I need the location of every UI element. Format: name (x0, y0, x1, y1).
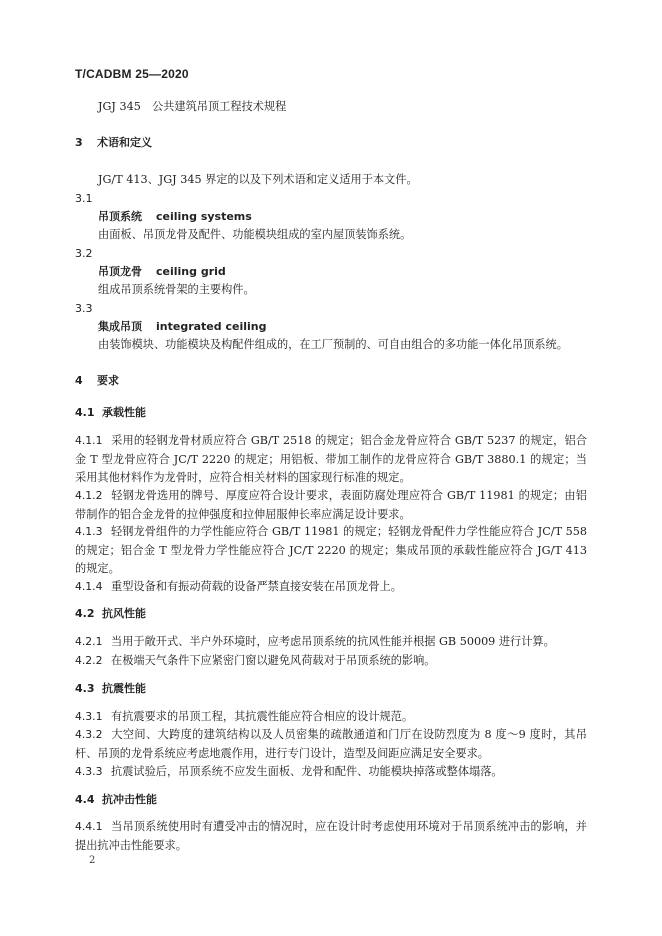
page-number: 2 (89, 855, 96, 866)
clause-4-1-3 (75, 523, 587, 579)
clause-4-1-1 (75, 432, 587, 488)
section-3-heading (75, 135, 152, 151)
subsection-title: 抗冲击性能 (102, 793, 157, 806)
section-number: 4 (75, 374, 83, 387)
clause-number: 4.3.2 (75, 728, 103, 741)
clause-4-3-3 (75, 763, 587, 782)
clause-4-3-2 (75, 726, 587, 763)
term-zh: 吊顶龙骨 (98, 265, 142, 278)
clause-text: 有抗震要求的吊顶工程，其抗震性能应符合相应的设计规范。 (111, 710, 414, 723)
section-title: 术语和定义 (97, 136, 152, 149)
term-title (98, 264, 226, 280)
document-code: T/CADBM 25—2020 (75, 67, 189, 81)
subsection-number: 4.3 (75, 682, 95, 695)
subsection-heading (75, 792, 157, 808)
term-zh: 吊顶系统 (98, 210, 142, 223)
subsection-heading (75, 405, 146, 421)
clause-text: 采用的轻钢龙骨材质应符合 GB/T 2518 的规定；铝合金龙骨应符合 GB/T 5237 的规定，铝合金 T 型龙骨应符合 JC/T 2220 的规定；用铝板、带加工制作的龙骨应符合 GB/T 3880.1 的规定；当采用其他材料作为龙骨时，应符合相关材料的国家现行标准的规定。 (75, 434, 587, 484)
clause-number: 4.1.4 (75, 580, 103, 593)
term-en: ceiling grid (156, 265, 226, 278)
term-definition: 由装饰模块、功能模块及构配件组成的，在工厂预制的、可自由组合的多功能一体化吊顶系统。 (98, 338, 568, 351)
term-number: 3.3 (75, 302, 93, 315)
clause-4-1-4 (75, 578, 587, 597)
term-title (98, 209, 252, 225)
section-3-intro: JG/T 413、JGJ 345 界定的以及下列术语和定义适用于本文件。 (98, 173, 418, 186)
clause-number: 4.3.3 (75, 765, 103, 778)
clause-text: 大空间、大跨度的建筑结构以及人员密集的疏散通道和门厅在设防烈度为 8 度～9 度时，其吊杆、吊顶的龙骨系统应考虑地震作用，进行专门设计，造型及间距应满足安全要求。 (75, 728, 587, 760)
clause-4-2-1 (75, 633, 587, 652)
clause-text: 轻钢龙骨组件的力学性能应符合 GB/T 11981 的规定；轻钢龙骨配件力学性能应符合 JC/T 558 的规定；铝合金 T 型龙骨力学性能应符合 JC/T 2220 的规定；集成吊顶的承载性能应符合 JG/T 413 的规定。 (75, 525, 587, 575)
clause-number: 4.1.2 (75, 489, 103, 502)
subsection-number: 4.2 (75, 607, 95, 620)
clause-number: 4.3.1 (75, 710, 103, 723)
term-en: ceiling systems (156, 210, 252, 223)
clause-text: 当用于敞开式、半户外环境时，应考虑吊顶系统的抗风性能并根据 GB 50009 进行计算。 (111, 635, 555, 648)
clause-4-1-2 (75, 487, 587, 524)
term-definition: 组成吊顶系统骨架的主要构件。 (98, 283, 255, 296)
subsection-title: 承载性能 (102, 406, 146, 419)
subsection-heading (75, 681, 146, 697)
clause-text: 轻钢龙骨选用的牌号、厚度应符合设计要求，表面防腐处理应符合 GB/T 11981 的规定；由铝带制作的铝合金龙骨的拉伸强度和拉伸屈服伸长率应满足设计要求。 (75, 489, 587, 521)
clause-number: 4.1.3 (75, 525, 103, 538)
subsection-heading (75, 606, 146, 622)
term-definition: 由面板、吊顶龙骨及配件、功能模块组成的室内屋顶装饰系统。 (98, 228, 412, 241)
clause-number: 4.1.1 (75, 434, 103, 447)
clause-text: 在极端天气条件下应紧密门窗以避免风荷载对于吊顶系统的影响。 (111, 654, 436, 667)
term-number: 3.2 (75, 247, 93, 260)
clause-number: 4.2.1 (75, 635, 103, 648)
subsection-number: 4.1 (75, 406, 95, 419)
normative-reference: JGJ 345 公共建筑吊顶工程技术规程 (98, 100, 287, 113)
term-number: 3.1 (75, 192, 93, 205)
clause-number: 4.2.2 (75, 654, 103, 667)
term-zh: 集成吊顶 (98, 320, 142, 333)
clause-text: 重型设备和有振动荷载的设备严禁直接安装在吊顶龙骨上。 (111, 580, 402, 593)
clause-text: 当吊顶系统使用时有遭受冲击的情况时，应在设计时考虑使用环境对于吊顶系统冲击的影响，并提出抗冲击性能要求。 (75, 820, 587, 852)
subsection-number: 4.4 (75, 793, 95, 806)
clause-number: 4.4.1 (75, 820, 103, 833)
section-number: 3 (75, 136, 83, 149)
clause-4-3-1 (75, 708, 587, 727)
clause-4-2-2 (75, 652, 587, 671)
section-4-heading (75, 373, 119, 389)
clause-text: 抗震试验后，吊顶系统不应发生面板、龙骨和配件、功能模块掉落或整体塌落。 (111, 765, 503, 778)
term-en: integrated ceiling (156, 320, 267, 333)
subsection-title: 抗风性能 (102, 607, 146, 620)
clause-4-4-1 (75, 818, 587, 855)
section-title: 要求 (97, 374, 119, 387)
term-title (98, 319, 266, 335)
subsection-title: 抗震性能 (102, 682, 146, 695)
